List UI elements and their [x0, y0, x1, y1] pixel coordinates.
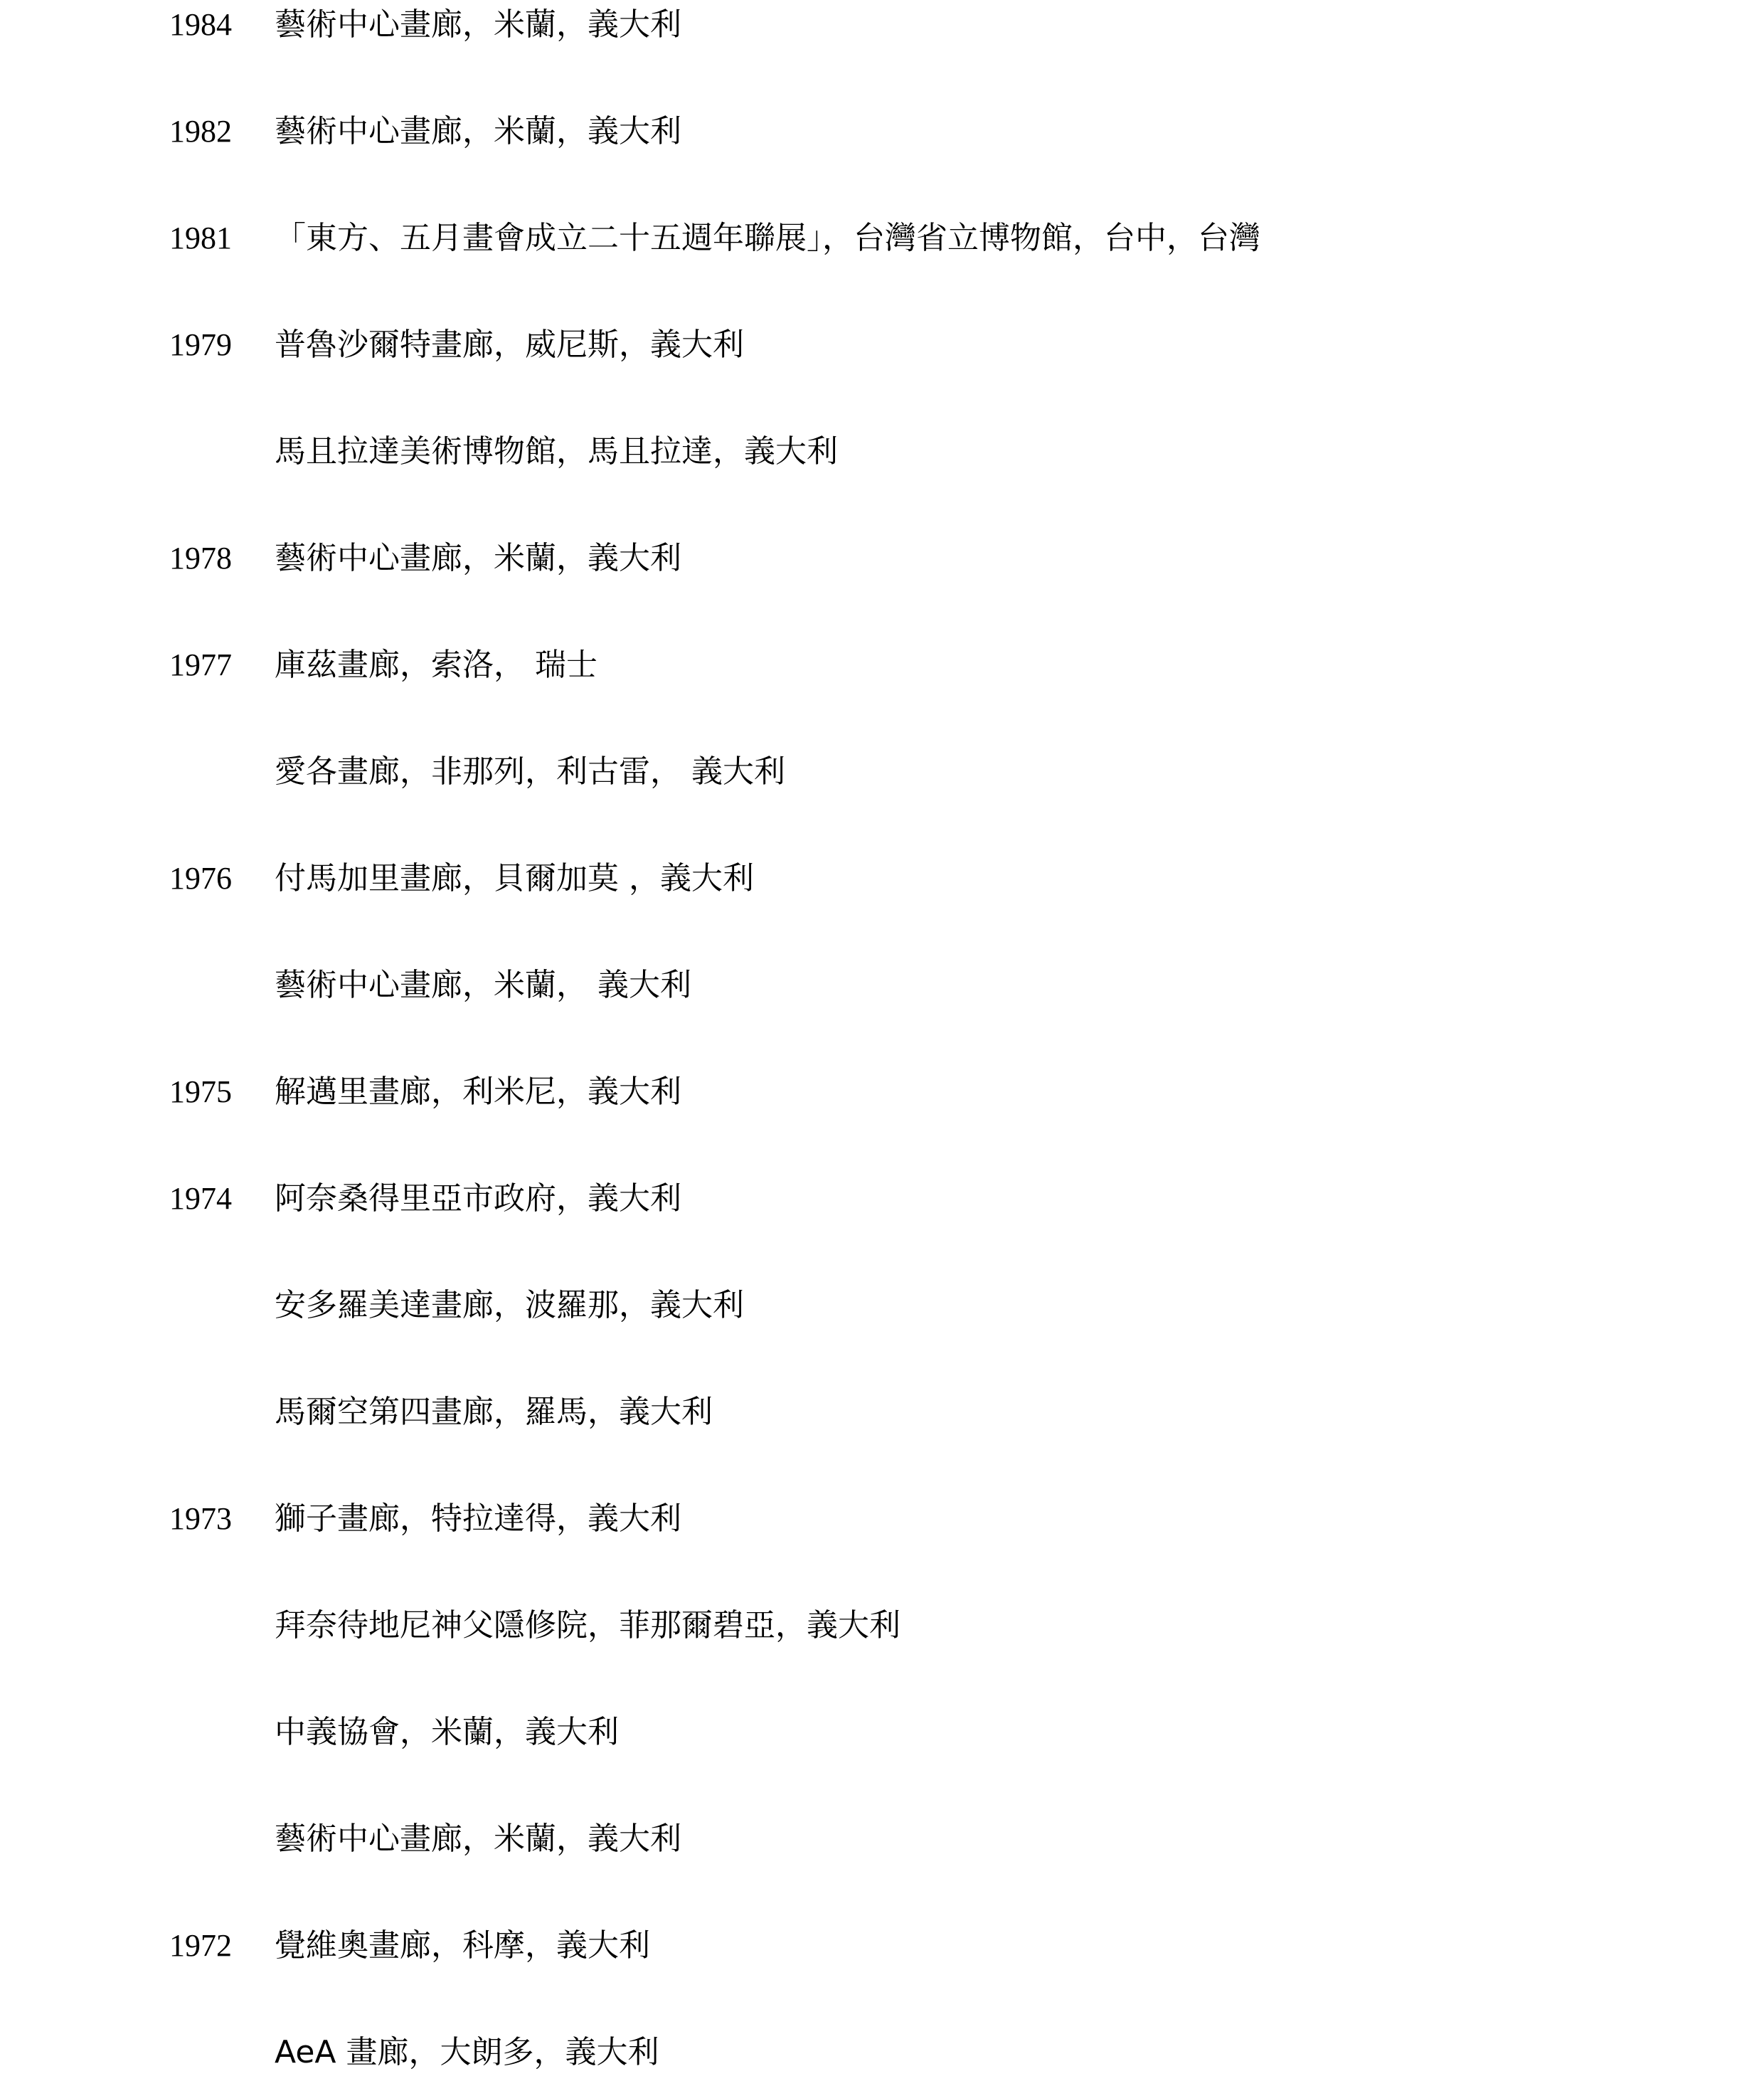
exhibition-year: 1978: [169, 541, 232, 576]
exhibition-entry: 馬爾空第四畫廊，羅馬，義大利: [275, 1394, 713, 1430]
exhibition-entry: 付馬加里畫廊，貝爾加莫 ，義大利: [275, 860, 754, 896]
exhibition-row: [0, 1811, 1764, 1868]
exhibition-row: [0, 210, 1764, 267]
exhibition-entry: 獅子畫廊，特拉達得，義大利: [275, 1500, 681, 1537]
exhibition-year: 1975: [169, 1074, 232, 1109]
exhibition-entry: 庫茲畫廊，索洛， 瑞士: [275, 647, 597, 683]
exhibition-year: 1981: [169, 221, 232, 255]
exhibition-row: [0, 530, 1764, 587]
exhibition-row: [0, 743, 1764, 800]
exhibition-row: [0, 1597, 1764, 1654]
exhibition-row: [0, 317, 1764, 374]
exhibition-year: 1979: [169, 327, 232, 362]
exhibition-row: [0, 423, 1764, 480]
exhibition-entry: 「東方、五月畫會成立二十五週年聯展」，台灣省立博物館，台中，台灣: [275, 220, 1260, 256]
exhibition-entry: 阿奈桑得里亞市政府，義大利: [275, 1180, 681, 1217]
exhibition-year: 1972: [169, 1928, 232, 1963]
exhibition-entry: 解邁里畫廊，利米尼，義大利: [275, 1074, 681, 1110]
exhibition-year: 1984: [169, 7, 232, 42]
exhibition-row: [0, 1917, 1764, 1974]
exhibition-row: [0, 103, 1764, 160]
exhibition-row: [0, 0, 1764, 53]
exhibition-row: [0, 1064, 1764, 1121]
exhibition-row: [0, 2024, 1764, 2081]
exhibition-entry: 覺維奧畫廊，科摩，義大利: [275, 1927, 650, 1964]
exhibition-entry: 拜奈待地尼神父隱修院，菲那爾碧亞，義大利: [275, 1607, 900, 1643]
exhibition-entry: 普魯沙爾特畫廊，威尼斯，義大利: [275, 327, 744, 363]
exhibition-year: 1982: [169, 114, 232, 149]
exhibition-row: [0, 1490, 1764, 1547]
exhibition-row: [0, 1277, 1764, 1334]
exhibition-entry: 馬且拉達美術博物館，馬且拉達，義大利: [275, 433, 838, 470]
exhibition-row: [0, 850, 1764, 907]
exhibition-entry: 藝術中心畫廊，米蘭，義大利: [275, 540, 681, 576]
exhibition-row: [0, 957, 1764, 1014]
exhibition-entry: 愛各畫廊，非那列，利古雷， 義大利: [275, 753, 785, 790]
exhibition-year: 1973: [169, 1501, 232, 1536]
exhibition-entry: 藝術中心畫廊，米蘭，義大利: [275, 6, 681, 43]
exhibition-entry: 安多羅美達畫廊，波羅那，義大利: [275, 1287, 744, 1323]
exhibition-entry: AeA 畫廊，大朗多，義大利: [275, 2034, 659, 2070]
exhibition-entry: 中義協會，米蘭，義大利: [275, 1714, 619, 1750]
exhibition-year: 1974: [169, 1181, 232, 1216]
exhibition-entry: 藝術中心畫廊，米蘭， 義大利: [275, 967, 691, 1003]
exhibition-row: [0, 637, 1764, 694]
exhibition-row: [0, 1704, 1764, 1761]
exhibition-entry: 藝術中心畫廊，米蘭，義大利: [275, 113, 681, 149]
exhibition-row: [0, 1170, 1764, 1227]
exhibition-entry: 藝術中心畫廊，米蘭，義大利: [275, 1821, 681, 1857]
exhibition-year: 1977: [169, 647, 232, 682]
exhibition-year: 1976: [169, 861, 232, 896]
exhibition-row: [0, 1384, 1764, 1441]
